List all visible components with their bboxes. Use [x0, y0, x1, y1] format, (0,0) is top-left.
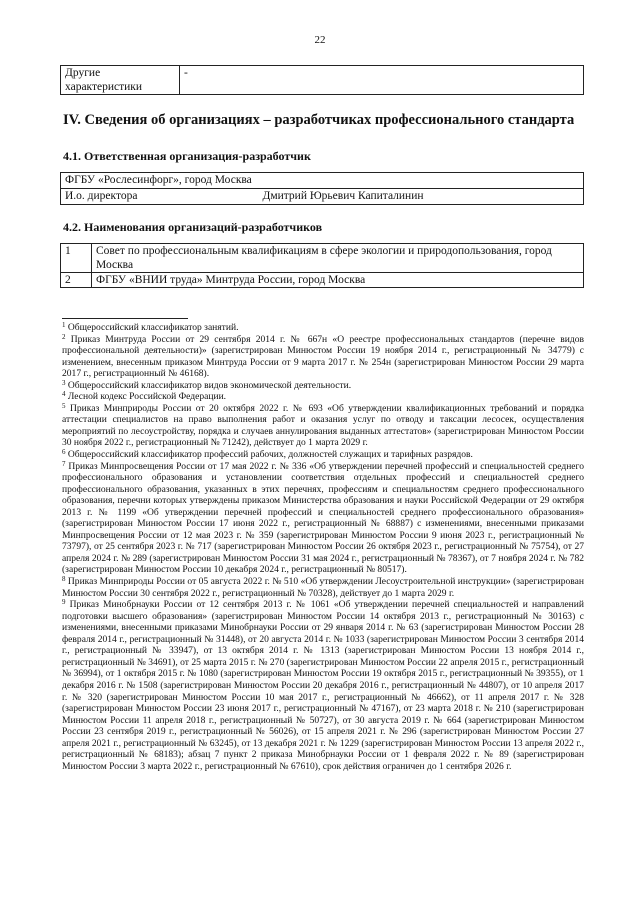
developer-name: ФГБУ «ВНИИ труда» Минтруда России, город Москва — [92, 273, 584, 288]
other-characteristics-table — [60, 65, 584, 95]
footnote-marker: 8 — [62, 575, 66, 584]
signatory-position: И.о. директора — [65, 190, 138, 202]
developer-name: Совет по профессиональным квалификациям в сфере экологии и природопользования, город Москва — [92, 244, 584, 273]
footnote-marker: 3 — [62, 378, 66, 387]
responsible-organization-table — [60, 172, 584, 205]
table-row — [61, 173, 584, 189]
footnote-marker: 7 — [62, 459, 66, 468]
footnote-marker: 6 — [62, 448, 66, 457]
footnote — [62, 576, 584, 599]
developers-table — [60, 243, 584, 288]
developer-number: 1 — [61, 244, 92, 273]
footnote-marker: 4 — [62, 390, 66, 399]
developers-heading: 4.2. Наименования организаций-разработчиков — [63, 220, 323, 234]
footnote-text: Приказ Минприроды России от 20 октября 2022 г. № 693 «Об утверждении квалификационных требований и порядка аттестации специалистов на право выполнения работ и оказания услуг по отводу и таксации лесосек, осуществления мероприятий по лесоустройству, порядка и случаев аннулирования выданных аттестатов» (зарегистрирован Минюстом России 30 ноября 2022 г., регистрационный № 71242), действует до 1 марта 2029 г. — [62, 402, 584, 449]
footnote-text: Общероссийский классификатор видов экономической деятельности. — [65, 379, 352, 391]
footnote-marker: 5 — [62, 401, 66, 410]
footnote — [62, 449, 584, 461]
table-row — [61, 189, 584, 205]
footnotes — [62, 322, 584, 772]
footnote — [62, 391, 584, 403]
signatory-name: Дмитрий Юрьевич Капиталинин — [262, 190, 424, 202]
footnote-text: Приказ Минприроды России от 05 августа 2022 г. № 510 «Об утверждении Лесоустроительной инструкции» (зарегистрирован Минюстом России 30 сентября 2022 г., регистрационный № 70328), действует до 1 марта 2029 г. — [62, 576, 584, 599]
footnote — [62, 380, 584, 392]
footnote-marker: 9 — [62, 598, 66, 607]
other-characteristics-value: - — [180, 66, 584, 95]
footnote — [62, 599, 584, 772]
footnote-marker: 2 — [62, 332, 66, 341]
footnote-text: Общероссийский классификатор профессий рабочих, должностей служащих и тарифных разрядов. — [65, 449, 473, 461]
table-row — [61, 244, 584, 273]
developer-number: 2 — [61, 273, 92, 288]
footnote — [62, 403, 584, 449]
responsible-heading: 4.1. Ответственная организация-разработчик — [63, 149, 311, 163]
responsible-signatory — [61, 189, 584, 205]
table-row — [61, 66, 584, 95]
page-number: 22 — [314, 34, 326, 46]
other-characteristics-label: Другие характеристики — [61, 66, 180, 95]
responsible-organization-name: ФГБУ «Рослесинфорг», город Москва — [61, 173, 584, 189]
footnote-separator — [62, 318, 188, 319]
footnote-text: Общероссийский классификатор занятий. — [65, 322, 239, 333]
footnote-text: Лесной кодекс Российской Федерации. — [65, 391, 227, 403]
footnote-marker: 1 — [62, 321, 66, 329]
section-title: IV. Сведения об организациях – разработчиках профессионального стандарта — [63, 112, 575, 128]
table-row — [61, 273, 584, 288]
footnote — [62, 461, 584, 576]
footnote-text: Приказ Минобрнауки России от 12 сентября 2013 г. № 1061 «Об утверждении перечней специальностей и направлений подготовки высшего образования» (зарегистрирован Минюстом России 14 октября 2013 г., регистрационный № 30163) с изменениями, внесенными приказами Минобрнауки России от 29 января 2014 г. № 63 (зарегистрирован Минюстом России 28 февраля 2014 г., регистрационный № 31448), от 20 августа 2014 г. № 1033 (зарегистрирован Минюстом России 3 сентября 2014 г., регистрационный № 33947), от 13 октября 2014 г. № 1313 (зарегистрирован Минюстом России 13 ноября 2014 г., регистрационный № 34691), от 25 марта 2015 г. № 270 (зарегистрирован Минюстом России 22 апреля 2015 г., регистрационный № 36994), от 1 октября 2015 г. № 1080 (зарегистрирован Минюстом России 19 октября 2015 г., регистрационный № 39355), от 1 декабря 2016 г. № 1508 (зарегистрирован Минюстом России 20 декабря 2016 г., регистрационный № 44807), от 10 апреля 2017 г. № 320 (зарегистрирован Минюстом России 10 мая 2017 г., регистрационный № 46662), от 11 апреля 2017 г. № 328 (зарегистрирован Минюстом России 23 июня 2017 г., регистрационный № 47167), от 23 марта 2018 г. № 210 (зарегистрирован Минюстом России 11 апреля 2018 г., регистрационный № 50727), от 30 августа 2019 г. № 664 (зарегистрирован Минюстом России 23 сентября 2019 г., регистрационный № 56026), от 15 апреля 2021 г. № 296 (зарегистрирован Минюстом России 27 апреля 2021 г., регистрационный № 63245), от 13 декабря 2021 г. № 1229 (зарегистрирован Минюстом России 13 апреля 2022 г., регистрационный № 68183); абзац 7 пункт 2 приказа Минобрнауки России от 1 февраля 2022 г. № 89 (зарегистрирован Минюстом России 3 марта 2022 г., регистрационный № 67610), срок действия ограничен до 1 сентября 2026 г. — [62, 599, 584, 772]
footnote — [62, 334, 584, 380]
footnote-text: Приказ Минтруда России от 29 сентября 2014 г. № 667н «О реестре профессиональных стандартов (перечне видов профессиональной деятельности)» (зарегистрирован Минюстом России 19 ноября 2014 г., регистрационный № 34779) с изменением, внесенным приказом Минтруда России от 9 марта 2017 г. № 254н (зарегистрирован Минюстом России 29 марта 2017 г., регистрационный № 46168). — [62, 333, 584, 380]
footnote-text: Приказ Минпросвещения России от 17 мая 2022 г. № 336 «Об утверждении перечней профессий и специальностей среднего профессионального образования и установлении соответствия отдельных профессий и специальностей среднего профессионального образования, указанных в этих перечнях, профессиям и специальностям среднего профессионального образования, перечни которых утверждены приказом Министерства образования и науки Российской Федерации от 29 октября 2013 г. № 1199 «Об утверждении перечней профессий и специальностей среднего профессионального образования» (зарегистрирован Минюстом России 17 июня 2022 г., регистрационный № 68887) с изменениями, внесенными приказами Минпросвещения России от 12 мая 2023 г. № 359 (зарегистрирован Минюстом России 9 июня 2023 г., регистрационный № 73797), от 25 сентября 2023 г. № 717 (зарегистрирован Минюстом России 26 октября 2023 г., регистрационный № 75754), от 27 апреля 2024 г. № 289 (зарегистрирован Минюстом России 31 мая 2024 г., регистрационный № 78367), от 7 ноября 2024 г. № 782 (зарегистрирован Минюстом России 10 декабря 2024 г., регистрационный № 80517). — [62, 460, 584, 576]
footnote — [62, 322, 584, 334]
